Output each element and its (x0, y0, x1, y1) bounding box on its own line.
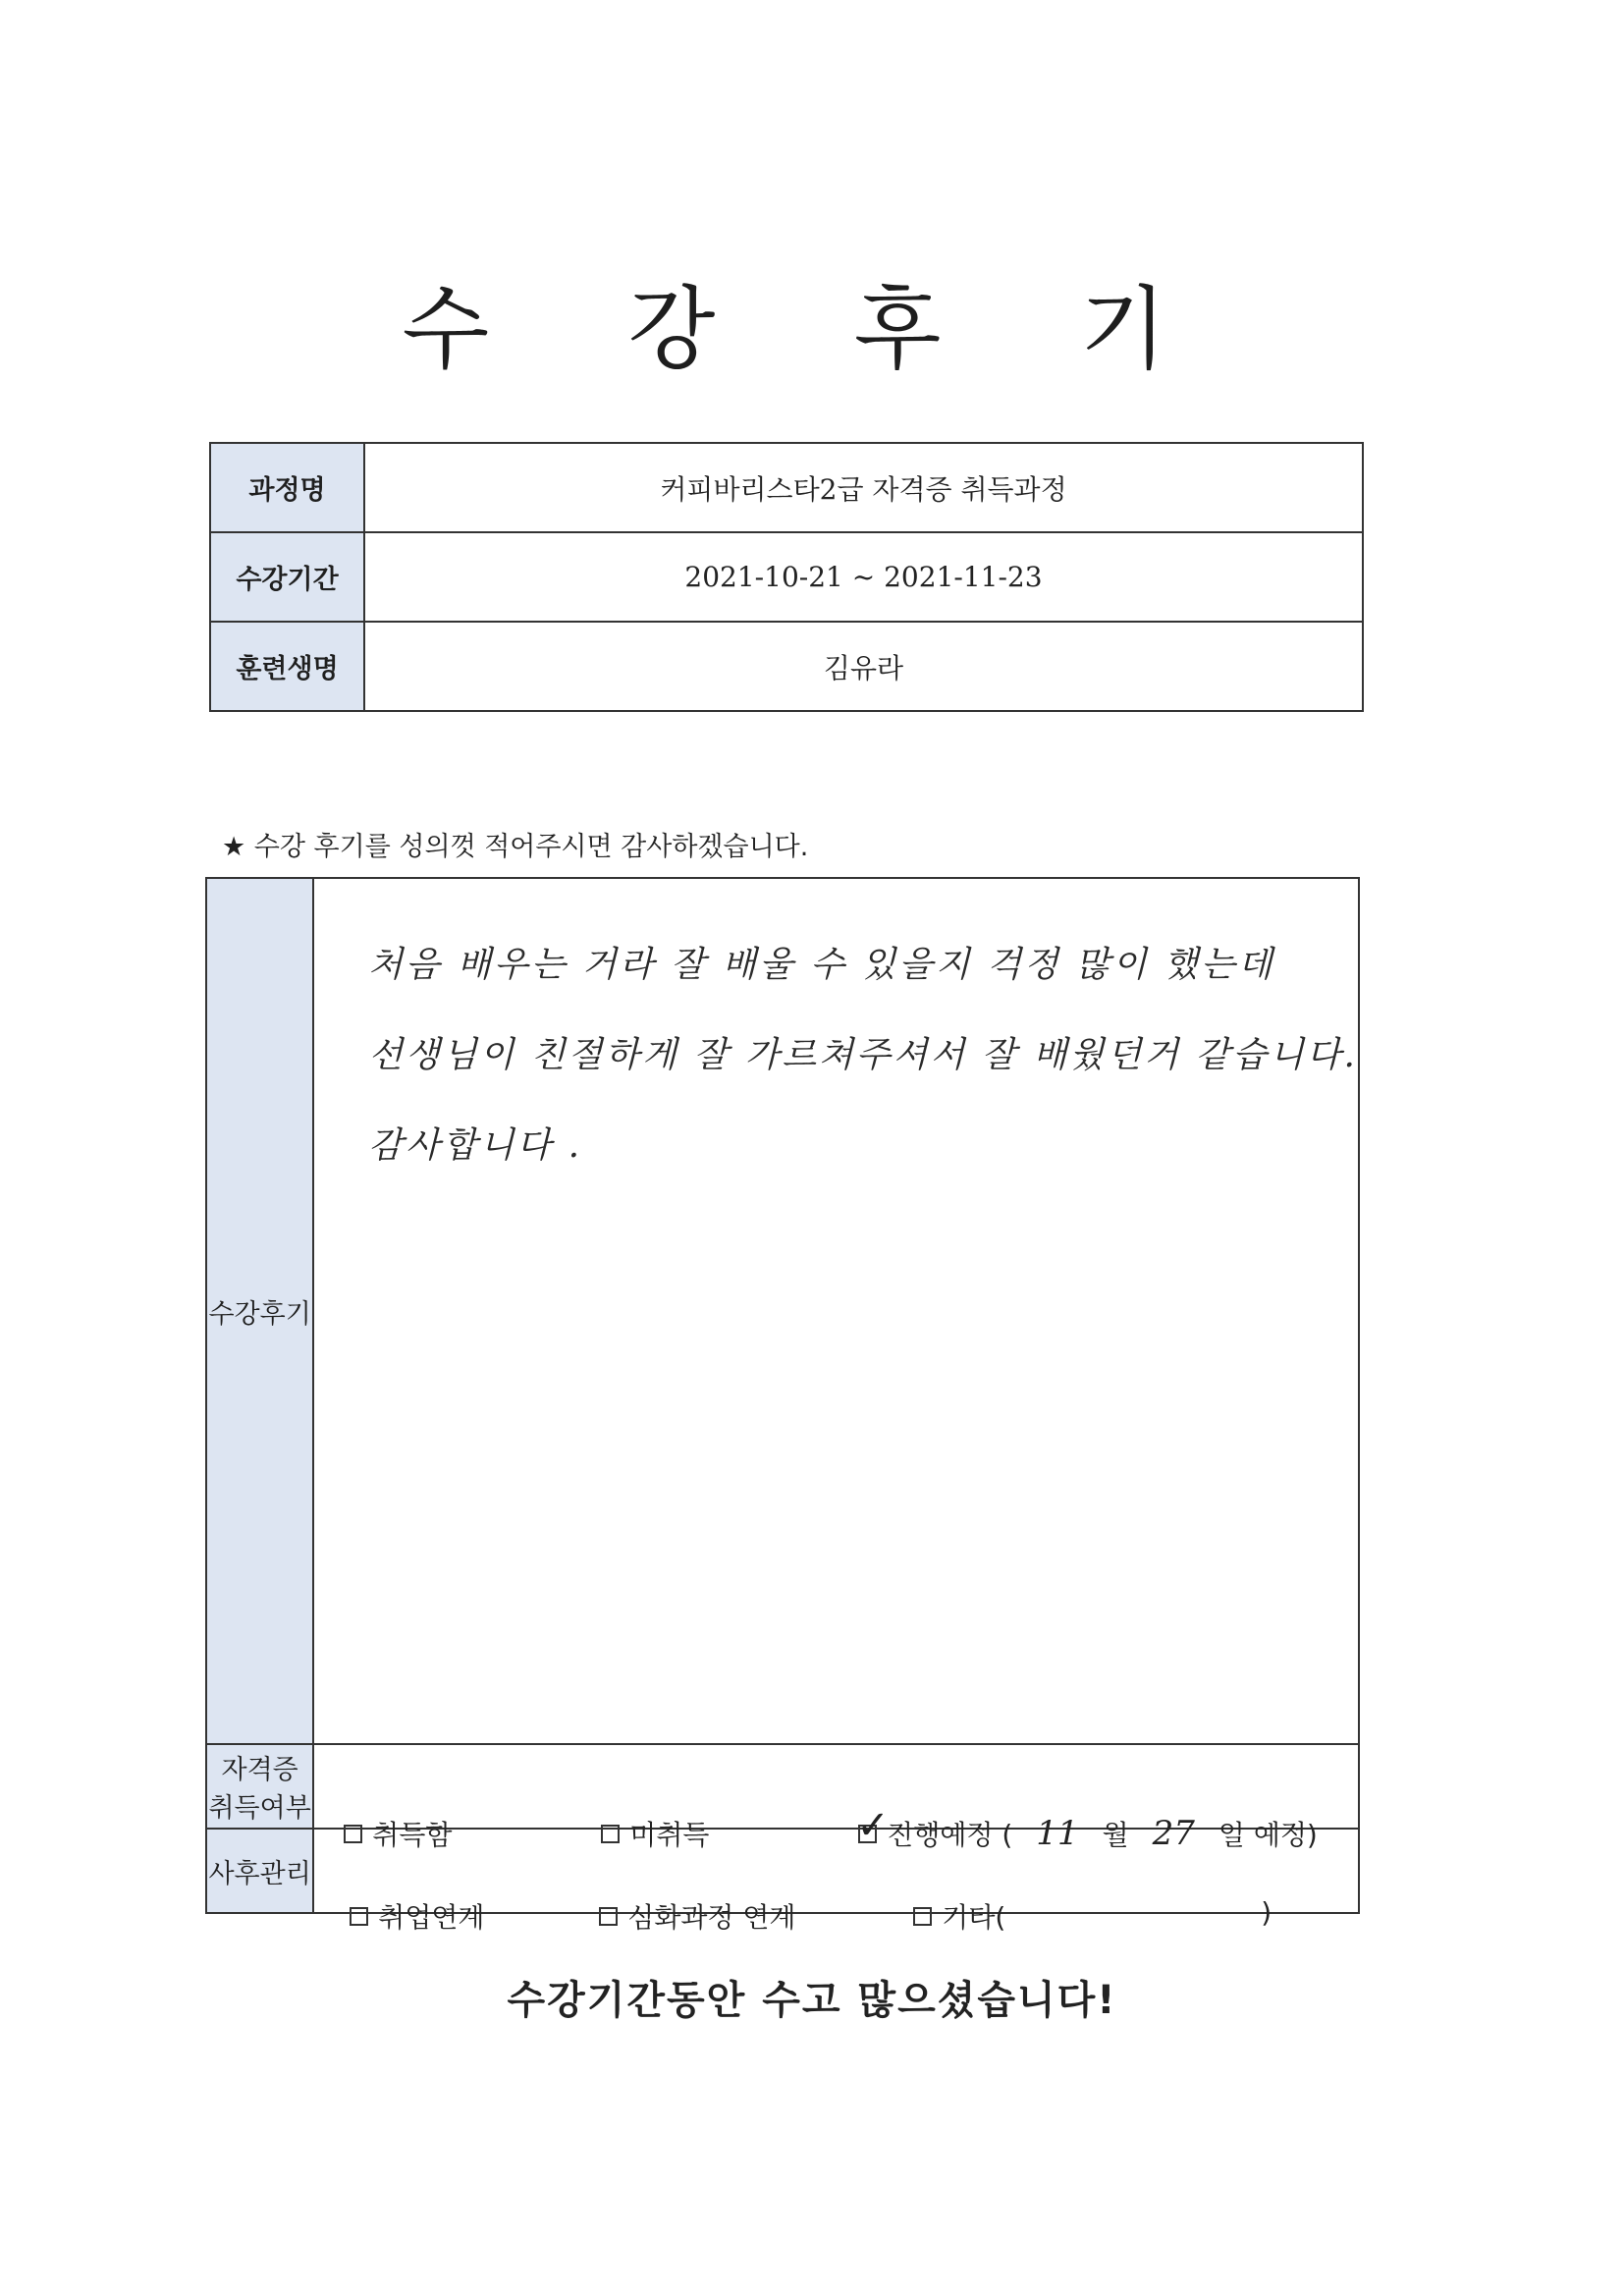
period-value: 2021-10-21 ~ 2021-11-23 (364, 532, 1363, 622)
course-name-label: 과정명 (210, 443, 364, 532)
checkbox-icon[interactable] (601, 1825, 620, 1843)
option-advanced-course[interactable] (599, 1896, 795, 1936)
trainee-value: 김유라 (364, 622, 1363, 711)
month-unit: 월 (1102, 1819, 1129, 1851)
review-table (205, 877, 1360, 1934)
notice-text: ★ 수강 후기를 성의껏 적어주시면 감사하겠습니다. (222, 832, 809, 862)
check-mark-icon: ✓ (856, 1802, 890, 1848)
pending-month: 11 (1036, 1814, 1079, 1853)
aftercare-label: 사후관리 (206, 1829, 313, 1913)
review-line: 선생님이 친절하게 잘 가르쳐주셔서 잘 배웠던거 같습니다. (368, 1035, 1358, 1075)
footer-message: 수강기간동안 수고 많으셨습니다! (507, 1978, 1117, 2023)
period-label: 수강기간 (210, 532, 364, 622)
option-job-label: 취업연계 (378, 1901, 485, 1934)
page-title: 수 강 후 기 (402, 277, 1222, 382)
review-line: 감사합니다 . (368, 1125, 583, 1166)
review-content (313, 878, 1359, 1744)
certificate-options (313, 1744, 1359, 1853)
course-name-value: 커피바리스타2급 자격증 취득과정 (364, 443, 1363, 532)
checkbox-icon[interactable] (913, 1907, 932, 1926)
checked-checkbox-icon[interactable] (856, 1802, 890, 1848)
day-suffix: 일 예정) (1218, 1819, 1318, 1851)
review-label: 수강후기 (206, 878, 313, 1744)
option-not-acquired[interactable] (601, 1814, 709, 1853)
option-advanced-label: 심화과정 연계 (627, 1901, 796, 1934)
option-job-link[interactable] (350, 1896, 484, 1936)
certificate-label-line2: 취득여부 (208, 1793, 311, 1824)
option-other-close: ) (1261, 1896, 1272, 1929)
certificate-label (206, 1744, 313, 1829)
certificate-label-line1: 자격증 (221, 1755, 298, 1785)
option-acquired[interactable] (344, 1814, 452, 1853)
option-other-label: 기타( (942, 1901, 1006, 1934)
review-line: 처음 배우는 거라 잘 배울 수 있을지 걱정 많이 했는데 (368, 945, 1275, 985)
checkbox-icon[interactable] (350, 1907, 368, 1926)
handwritten-review (314, 879, 1358, 1191)
trainee-label: 훈련생명 (210, 622, 364, 711)
pending-day: 27 (1152, 1814, 1195, 1853)
checkbox-icon[interactable] (344, 1825, 362, 1843)
option-not-acquired-label: 미취득 (629, 1819, 710, 1851)
option-acquired-label: 취득함 (372, 1819, 453, 1851)
course-info-table (209, 442, 1364, 712)
checkbox-icon[interactable] (599, 1907, 618, 1926)
option-pending[interactable] (856, 1802, 1318, 1853)
option-pending-label: 진행예정 ( (887, 1819, 1013, 1851)
option-other[interactable] (913, 1896, 1005, 1936)
